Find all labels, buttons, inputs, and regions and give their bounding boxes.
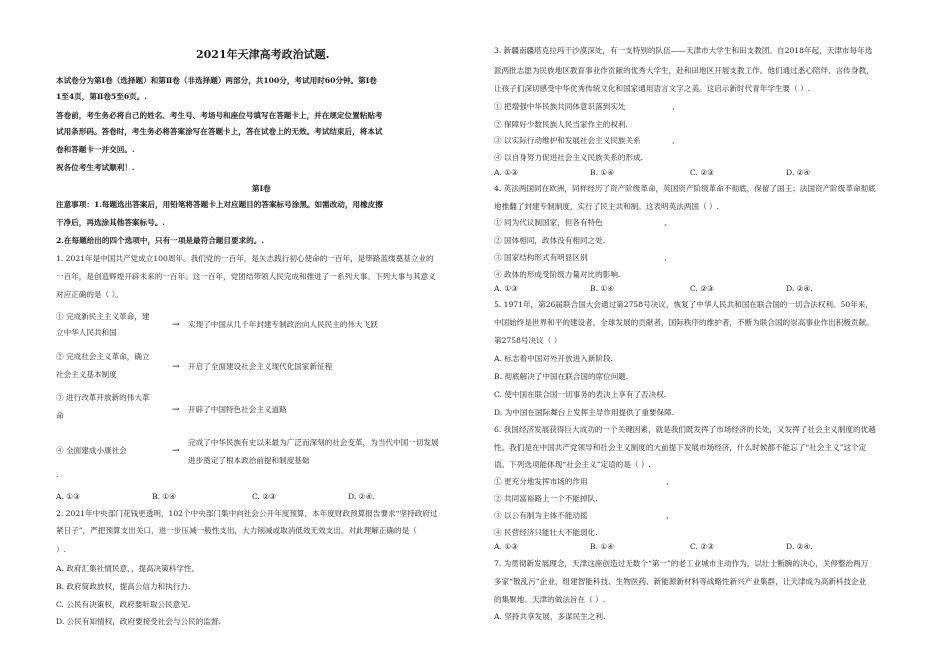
q3-choice: D. ②④	[786, 168, 811, 177]
q1-arrow-icon: →	[172, 446, 180, 456]
q1-arrow-icon: →	[172, 320, 180, 330]
q2-choice: A. 政府汇集社情民意，，提高决策科学性。	[56, 564, 200, 573]
q7-choice: A. 坚持共享发展，多谋民生之利.	[494, 612, 606, 621]
q2-choice: C. 公民有决策权，政府要听取公民意见.	[56, 600, 191, 609]
q2-choice: D. 公民有知情权，政府要接受社会与公民的监督.	[56, 617, 221, 626]
intro-line: 1至4页，第Ⅱ卷5至6页。.	[56, 92, 147, 101]
q7-stem-line: 多家“散乱污”企业，组建智能科技、生物医药、新能源新材料等战略性新兴产业集群，让天津成为高新科技企业	[494, 577, 867, 586]
q4-option: ④ 政体的形成受阶级力量对比的影响.	[494, 270, 621, 279]
q4-choice: D. ②④.	[786, 284, 813, 293]
q5-choice: D. 为中国在国际舞台上发挥主导作用提供了重要保障.	[494, 408, 675, 417]
q5-choice: A. 标志着中国对外开放进入新阶段.	[494, 354, 614, 363]
q3-option: ① 把增强中华民族共同体意识落到实处	[494, 102, 626, 111]
q1-pair-meaning: 实现了中国从几千年封建专制政治向人民民主的伟大飞跃	[188, 320, 378, 329]
q1-arrow-icon: →	[172, 405, 180, 415]
q1-pair-meaning: 开启了全面建设社会主义现代化国家新征程	[188, 362, 333, 371]
q3-option: ④ 以自身努力促进社会主义民族关系的形成.	[494, 153, 644, 162]
q1-pair-event: 立中华人民共和国	[56, 328, 117, 337]
q3-option-mark: 、	[672, 102, 680, 111]
intro-line: 答卷前，考生务必将自己的姓名、考生号、考场号和座位号填写在答题卡上，并在规定位置粘贴考	[56, 111, 383, 120]
q1-stem-line: 1. 2021年是中国共产党成立100周年。我们党的一百年，是矢志践行初心使命的一百年，是筚路蓝缕奠基立业的	[56, 254, 434, 263]
q7-stem-line: 7. 为贯彻新发展理念，天津这座创造过无数个“第一”的老工业城市主动作为，以壮士断腕的决心，关停整治两万	[494, 559, 869, 568]
q1-pair-event: ④ 全面建成小康社会	[56, 446, 127, 455]
q6-stem-line: 性。我们是在中国共产党领导和社会主义制度的大前提下发展市场经济，什么时候都不能忘了“社会主义”这个定	[494, 443, 867, 452]
q3-option: ③ 以实际行动维护和发展社会主义民族关系	[494, 136, 641, 145]
note-line: 干净后，再选涂其他答案标号。.	[56, 218, 165, 227]
q3-stem-line: 让孩子们深切感受中华优秀传统文化和国家通用语言文字之美。这启示新时代青年学生要（ ）.	[494, 84, 811, 93]
q4-option-mark: 、	[664, 218, 672, 227]
q6-stem-line: 语。下列选项能体现“社会主义”定语的是（ ）.	[494, 460, 651, 469]
intro-line: 卷和答题卡一并交回。.	[56, 145, 135, 154]
q3-stem-line: 派两批志愿为民族地区教育事业作贡献的优秀大学生，赴和田地区开展支教工作。他们通过悉心陪伴、言传身教，	[494, 66, 874, 75]
q3-option-mark: 、	[672, 136, 680, 145]
q4-stem-line: 4. 英法两国同在欧洲，同样经历了资产阶级革命，英国资产阶级革命不彻底，保留了国王；法国资产阶级革命彻底	[494, 184, 876, 193]
q1-pair-event: ① 完成新民主主义革命，建	[56, 312, 150, 321]
q1-stem-line: 一百年，是创造辉煌开辟未来的一百年。这一百年，党团结带领人民完成和推进了一系列大事。下列大事与其意义	[56, 272, 436, 281]
q6-option: ③ 以公有制为主体不能动摇	[494, 511, 588, 520]
q4-choice: A. ①③	[494, 284, 518, 293]
q3-choice: B. ①④	[590, 168, 615, 177]
q6-choice: B. ①④	[590, 542, 615, 551]
q3-choice: C. ②③	[690, 168, 714, 177]
q6-option: ② 共同富裕路上一个不能掉队.	[494, 494, 598, 503]
q5-choice: B. 彻底解决了中国在联合国的席位问题.	[494, 372, 629, 381]
q1-pair-event: ③ 进行改革开放新的伟大革	[56, 393, 150, 402]
q5-stem-line: 第2758号决议（ ）	[494, 336, 562, 345]
q3-stem-line: 3. 新疆南疆塔克拉玛干沙漠深处，有一支特别的队伍——天津市大学生和田支教团。自2018年起，天津市每年选	[494, 46, 873, 55]
q6-choice: A. ①③	[494, 542, 518, 551]
intro-line: 试用条形码。答卷时，考生务必将答案涂写在答题卡上，答在试卷上的无效。考试结束后，将本试	[56, 127, 383, 136]
q6-option: ① 更充分地发挥市场的作用	[494, 477, 588, 486]
q3-choice: A. ①③	[494, 168, 518, 177]
q1-pair-meaning: 完成了中华民族有史以来最为广泛而深刻的社会变革，为当代中国一切发展	[188, 438, 439, 447]
q4-stem-line: 地推翻了封建专制制度，实行了民主共和制。这表明英法两国（ ）.	[494, 202, 720, 211]
q4-option-mark: 、	[664, 253, 672, 262]
q1-pair-event: .	[56, 470, 59, 479]
q1-choice: B. ①④	[152, 492, 177, 501]
section-title: 第Ⅰ卷	[252, 184, 271, 193]
q1-pair-meaning: 开辟了中国特色社会主义道路	[188, 405, 287, 414]
q4-choice: B. ①④	[590, 284, 615, 293]
q5-choice: C. 使中国在联合国一切事务的表决上享有了否决权.	[494, 390, 667, 399]
q4-option: ① 同为代议制国家，但各有特色	[494, 218, 603, 227]
intro-line: 祝各位考生考试顺利！.	[56, 163, 135, 172]
q1-choice: C. ②③	[252, 492, 276, 501]
q1-pair-event: ② 完成社会主义革命，确立	[56, 352, 150, 361]
q5-stem-line: 中国始终是世界和平的建设者，全球发展的贡献者，国际秩序的维护者，不断为联合国的崇高事业作出积极贡献。	[494, 318, 874, 327]
q6-choice: C. ②③	[690, 542, 714, 551]
q3-option: ② 保障好少数民族人民当家作主的权利.	[494, 120, 628, 129]
q4-choice: C. ②③	[690, 284, 714, 293]
q6-stem-line: 6. 我国经济发展获得巨大成功的一个关键因素，就是我们既发挥了市场经济的长处，又发挥了社会主义制度的优越	[494, 425, 876, 434]
q1-choice: A. ①③	[56, 492, 80, 501]
q1-arrow-icon: →	[172, 362, 180, 372]
q2-choice: B. 政府简政放权，提高公信力和执行力.	[56, 582, 191, 591]
q1-pair-event: 命	[56, 411, 64, 420]
intro-line: 本试卷分为第Ⅰ卷（选择题）和第Ⅱ卷（非选择题）两部分，共100分，考试用时60分钟。第Ⅰ卷	[56, 76, 377, 85]
q6-option: ④ 民营经济只能壮大不能弱化.	[494, 528, 598, 537]
q2-stem-line: ）.	[56, 545, 67, 554]
q6-option-mark: 、	[666, 477, 674, 486]
q4-option: ③ 国家结构形式有明显区别	[494, 253, 588, 262]
q4-option: ② 国体相同，政体没有相同之处.	[494, 236, 606, 245]
note-line: 2.在每题给出的四个选项中，只有一项是最符合题目要求的。.	[56, 236, 265, 245]
page-title: 2021年天津高考政治试题.	[196, 48, 330, 61]
q5-stem-line: 5. 1971年，第26届联合国大会通过第2758号决议，恢复了中华人民共和国在联合国的一切合法权利。50年来，	[494, 300, 873, 309]
q1-pair-event: 社会主义基本制度	[56, 370, 117, 379]
q6-choice: D. ②④.	[786, 542, 813, 551]
q6-option-mark: 、	[666, 511, 674, 520]
q2-stem-line: 2. 2021年中央部门花钱更透明，102个中央部门集中向社会公开年度预算，本年度财政预算报告要求“坚持政府过	[56, 509, 438, 518]
q2-stem-line: 紧日子”，严把预算支出关口，进一步压减一般性支出，大力削减或取消低效无效支出。对此理解正确的是（	[56, 526, 417, 535]
q1-pair-meaning: 进步奠定了根本政治前提和制度基础	[188, 456, 310, 465]
q1-stem-line: 对应正确的是（ ）。	[56, 290, 123, 299]
q1-choice: D. ②④.	[348, 492, 375, 501]
q7-stem-line: 的集聚地。天津的做法旨在（ ）.	[494, 595, 606, 604]
note-line: 注意事项：1.每题选出答案后，用铅笔将答题卡上对应题目的答案标号涂黑。如需改动，用橡皮擦	[56, 200, 383, 209]
